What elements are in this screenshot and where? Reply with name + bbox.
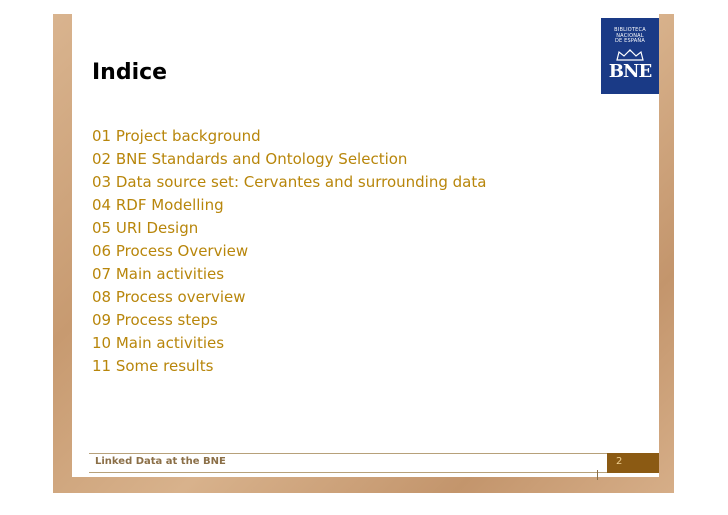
table-of-contents bbox=[92, 125, 486, 378]
bne-logo bbox=[601, 18, 659, 94]
toc-item: 05 URI Design bbox=[92, 219, 199, 237]
toc-item: 02 BNE Standards and Ontology Selection bbox=[92, 150, 408, 168]
crown-icon bbox=[615, 49, 645, 61]
toc-item: 07 Main activities bbox=[92, 265, 225, 283]
toc-item: 06 Process Overview bbox=[92, 242, 249, 260]
slide-title: Indice bbox=[92, 60, 168, 85]
footer-divider bbox=[597, 470, 598, 480]
page-number: 2 bbox=[616, 456, 623, 467]
footer-text: Linked Data at the BNE bbox=[95, 456, 226, 467]
logo-caption: BIBLIOTECA NACIONAL DE ESPAÑA bbox=[614, 27, 646, 44]
page-number-box bbox=[607, 453, 659, 473]
toc-item: 10 Main activities bbox=[92, 334, 225, 352]
toc-item: 01 Project background bbox=[92, 127, 261, 145]
toc-item: 11 Some results bbox=[92, 357, 214, 375]
logo-wordmark: BNE bbox=[608, 60, 652, 82]
toc-item: 03 Data source set: Cervantes and surrounding data bbox=[92, 173, 487, 191]
toc-item: 09 Process steps bbox=[92, 311, 218, 329]
toc-item: 04 RDF Modelling bbox=[92, 196, 224, 214]
toc-item: 08 Process overview bbox=[92, 288, 246, 306]
